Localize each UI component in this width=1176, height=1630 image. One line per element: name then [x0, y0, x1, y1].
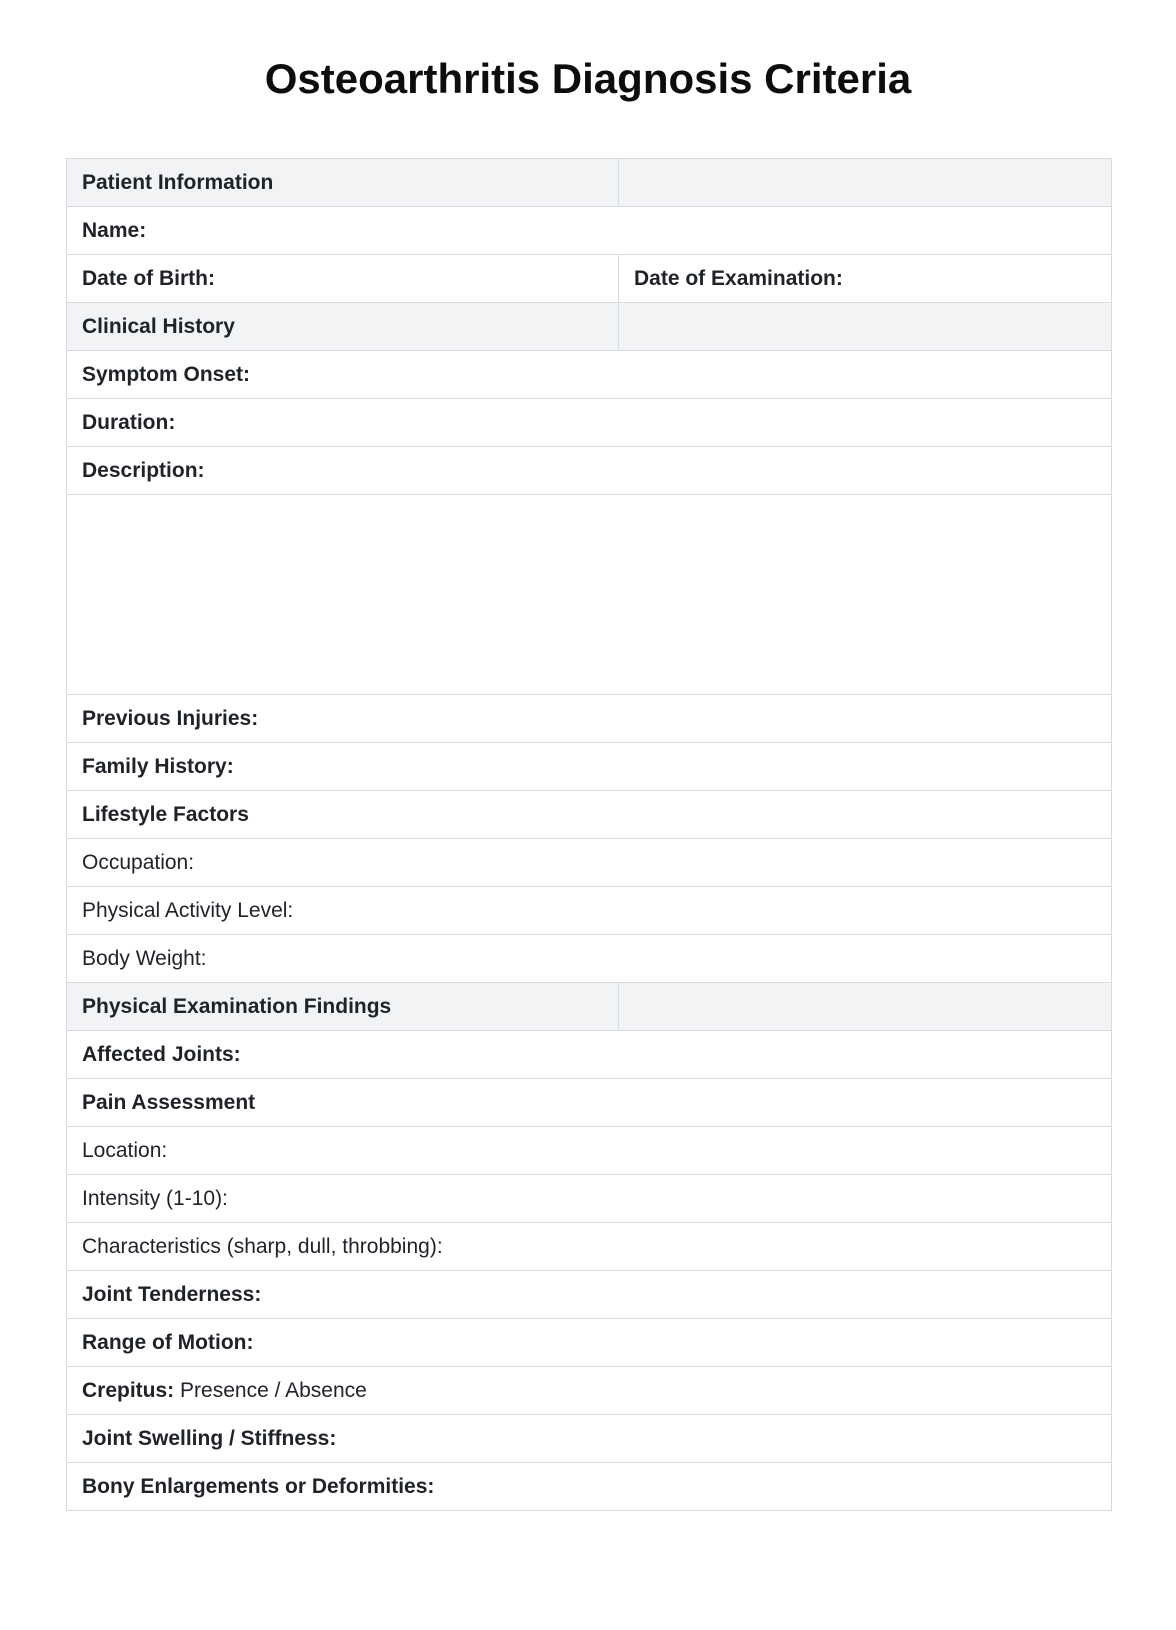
form-row-characteristics: [67, 1223, 1112, 1271]
symptom-onset-field[interactable]: Symptom Onset:: [67, 351, 1112, 399]
form-row-dates: [67, 255, 1112, 303]
physical-activity-field[interactable]: Physical Activity Level:: [67, 887, 1112, 935]
form-row-affected-joints: [67, 1031, 1112, 1079]
affected-joints-field[interactable]: Affected Joints:: [67, 1031, 1112, 1079]
form-row-pain-assessment: [67, 1079, 1112, 1127]
form-row-occupation: [67, 839, 1112, 887]
form-row-description-area: [67, 495, 1112, 695]
crepitus-label: Crepitus:: [82, 1378, 175, 1402]
form-row-joint-swelling: [67, 1415, 1112, 1463]
occupation-field[interactable]: Occupation:: [67, 839, 1112, 887]
characteristics-field[interactable]: Characteristics (sharp, dull, throbbing):: [67, 1223, 1112, 1271]
previous-injuries-field[interactable]: Previous Injuries:: [67, 695, 1112, 743]
bony-enlargements-field[interactable]: Bony Enlargements or Deformities:: [67, 1463, 1112, 1511]
section-heading-filler: [619, 159, 1112, 207]
form-row-body-weight: [67, 935, 1112, 983]
lifestyle-factors-heading: Lifestyle Factors: [67, 791, 1112, 839]
intensity-field[interactable]: Intensity (1-10):: [67, 1175, 1112, 1223]
body-weight-field[interactable]: Body Weight:: [67, 935, 1112, 983]
section-row-patient-information: [67, 159, 1112, 207]
form-row-location: [67, 1127, 1112, 1175]
section-heading-patient-information: Patient Information: [67, 159, 619, 207]
date-of-examination-field[interactable]: Date of Examination:: [619, 255, 1112, 303]
form-row-range-of-motion: [67, 1319, 1112, 1367]
range-of-motion-field[interactable]: Range of Motion:: [67, 1319, 1112, 1367]
duration-field[interactable]: Duration:: [67, 399, 1112, 447]
form-row-physical-activity: [67, 887, 1112, 935]
description-label: Description:: [67, 447, 1112, 495]
location-field[interactable]: Location:: [67, 1127, 1112, 1175]
section-heading-filler: [619, 983, 1112, 1031]
crepitus-options[interactable]: Presence / Absence: [180, 1378, 367, 1402]
form-row-lifestyle-factors: [67, 791, 1112, 839]
form-row-symptom-onset: [67, 351, 1112, 399]
form-row-description: [67, 447, 1112, 495]
joint-swelling-field[interactable]: Joint Swelling / Stiffness:: [67, 1415, 1112, 1463]
name-field[interactable]: Name:: [67, 207, 1112, 255]
page-title: Osteoarthritis Diagnosis Criteria: [264, 55, 912, 102]
section-heading-clinical-history: Clinical History: [67, 303, 619, 351]
form-row-bony-enlargements: [67, 1463, 1112, 1511]
section-row-physical-examination: [67, 983, 1112, 1031]
crepitus-field[interactable]: [67, 1367, 1112, 1415]
section-heading-physical-examination: Physical Examination Findings: [67, 983, 619, 1031]
form-row-name: [67, 207, 1112, 255]
joint-tenderness-field[interactable]: Joint Tenderness:: [67, 1271, 1112, 1319]
form-row-duration: [67, 399, 1112, 447]
form-row-crepitus: [67, 1367, 1112, 1415]
form-row-family-history: [67, 743, 1112, 791]
form-row-joint-tenderness: [67, 1271, 1112, 1319]
section-heading-filler: [619, 303, 1112, 351]
date-of-birth-field[interactable]: Date of Birth:: [67, 255, 619, 303]
form-row-previous-injuries: [67, 695, 1112, 743]
description-text-area[interactable]: [67, 495, 1112, 695]
section-row-clinical-history: [67, 303, 1112, 351]
form-row-intensity: [67, 1175, 1112, 1223]
diagnosis-form-table: [66, 158, 1112, 1511]
pain-assessment-heading: Pain Assessment: [67, 1079, 1112, 1127]
family-history-field[interactable]: Family History:: [67, 743, 1112, 791]
